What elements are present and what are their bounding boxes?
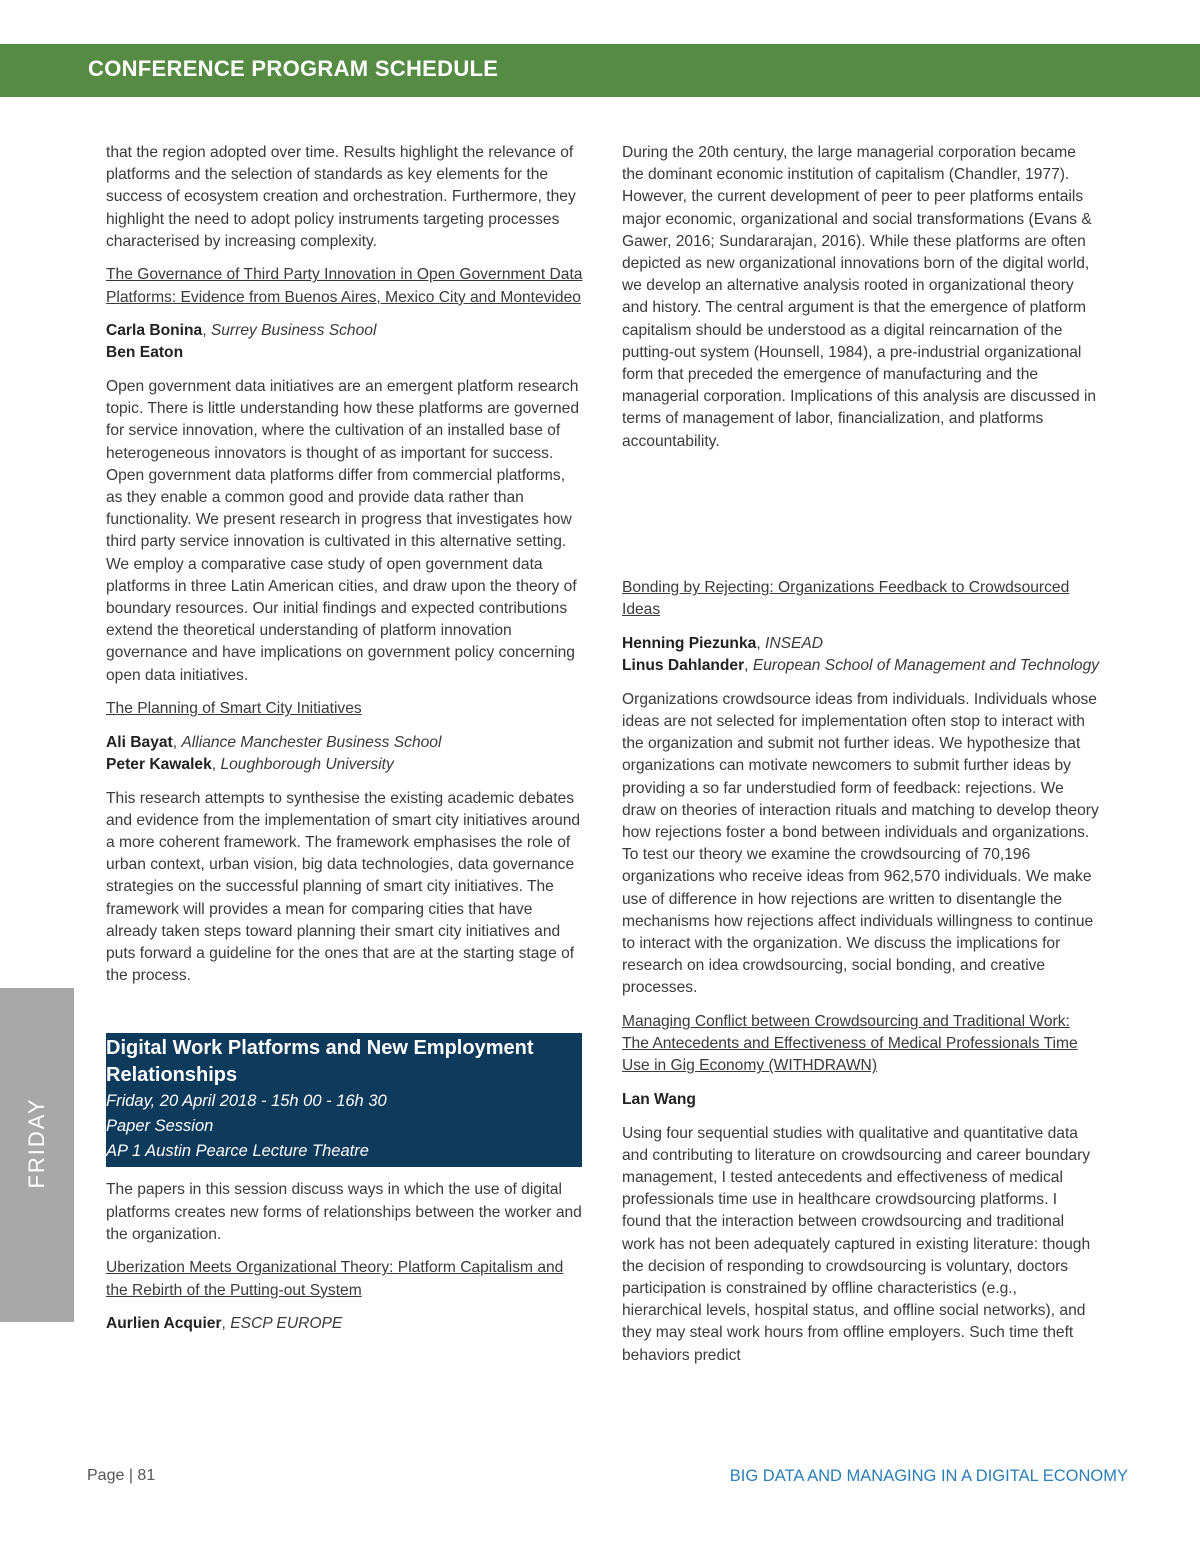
right-column	[622, 142, 1100, 1378]
author-entry: Ali Bayat, Alliance Manchester Business School	[106, 733, 442, 751]
page-number: Page | 81	[87, 1467, 156, 1484]
author-entry	[622, 1089, 1100, 1111]
author-affiliation: Alliance Manchester Business School	[181, 733, 442, 751]
paper-abstract: Open government data initiatives are an emergent platform research topic. There is little understanding how these platforms are governed for service innovation, where the cultivation of an installed base of heterogeneous innovators is thought of as important for success. Open government data platforms differ from commercial platforms, as they enable a common good and provide data rather than functionality. We present research in progress that investigates how third party service innovation is cultivated in this alternative setting. We employ a comparative case study of open government data platforms in three Latin American cities, and draw upon the theory of boundary resources. Our initial findings and expected contributions extend the theoretical understanding of platform innovation governance and have implications on government policy concerning open data initiatives.	[106, 378, 579, 684]
page-header	[0, 44, 1200, 97]
session-datetime: Friday, 20 April 2018 - 15h 00 - 16h 30	[106, 1092, 387, 1111]
continuation-text: During the 20th century, the large managerial corporation became the dominant economic institution of capitalism (Chandler, 1977). However, the current development of peer to peer platforms entails major economic, organizational and social transformations (Evans & Gawer, 2016; Sundararajan, 2016). While these platforms are often depicted as new organizational innovations born of the digital world, we develop an alternative analysis rooted in organizational theory and history. The central argument is that the emergence of platform capitalism should be understood as a digital reincarnation of the putting-out system (Hounsell, 1984), a pre-industrial organizational form that preceded the emergence of manufacturing and the managerial corporation. Implications of this analysis are discussed in terms of management of labor, financialization, and platforms accountability.	[622, 144, 1097, 450]
session-header-box	[106, 1033, 582, 1167]
author-list	[622, 1089, 1100, 1111]
author-entry: Peter Kawalek, Loughborough University	[106, 756, 394, 774]
author-name: Carla Bonina	[106, 322, 203, 340]
paper-abstract: Organizations crowdsource ideas from individuals. Individuals whose ideas are not selected for implementation often stop to interact with the organization and submit not further ideas. We hypothesize that organizations can motivate newcomers to submit further ideas by providing a so far understudied form of feedback: rejections. We draw on theories of interaction rituals and matching to develop theory how rejections foster a bond between individuals and organizations. To test our theory we examine the crowdsourcing of 70,196 organizations who receive ideas from 962,570 individuals. We make use of difference in how rejections are written to disentangle the mechanisms how rejections affect individuals willingness to continue to interact with the organization. We discuss the implications for research on idea crowdsourcing, social bonding, and creative processes.	[622, 690, 1099, 997]
paper-title-link[interactable]: The Governance of Third Party Innovation in Open Government Data Platforms: Evidence from Buenos Aires, Mexico City and Montevideo	[106, 266, 583, 306]
session-location: AP 1 Austin Pearce Lecture Theatre	[106, 1142, 369, 1161]
paper-title-link[interactable]: Bonding by Rejecting: Organizations Feedback to Crowdsourced Ideas	[622, 579, 1070, 619]
author-list	[106, 1313, 584, 1335]
author-list	[106, 732, 584, 776]
author-entry: Aurlien Acquier, ESCP EUROPE	[106, 1315, 343, 1333]
side-tab-label: FRIDAY	[24, 1097, 49, 1189]
session-title: Digital Work Platforms and New Employment Relationships	[106, 1037, 534, 1087]
author-name: Peter Kawalek	[106, 756, 212, 774]
continuation-text: that the region adopted over time. Results highlight the relevance of platforms and the selection of standards as key elements for the success of ecosystem creation and orchestration. Furthermore, they highlight the need to adopt policy instruments targeting processes characterised by increasing complexity.	[106, 144, 576, 250]
author-affiliation: European School of Management and Technology	[752, 657, 1100, 675]
author-name: Lan Wang	[622, 1091, 696, 1109]
author-name: Ben Eaton	[106, 344, 184, 362]
author-entry	[106, 342, 584, 364]
paper-abstract: This research attempts to synthesise the existing academic debates and evidence from the implementation of smart city initiatives around a more coherent framework. The framework emphasises the role of urban context, urban vision, big data technologies, data governance strategies on the successful planning of smart city initiatives. The framework will provides a mean for comparing cities that have already taken steps toward planning their smart city initiatives and puts forward a guideline for the ones that are at the starting stage of the process.	[106, 789, 581, 985]
author-affiliation: INSEAD	[764, 635, 824, 653]
author-name: Linus Dahlander	[622, 657, 745, 675]
day-side-tab	[0, 988, 74, 1322]
paper-abstract: Using four sequential studies with qualitative and quantitative data and contributing to literature on crowdsourcing and career boundary management, I tested antecedents and effectiveness of medical professionals time use in healthcare crowdsourcing platforms. I found that the interaction between crowdsourcing and traditional work has not been adequately captured in existing literature: though the decision of responding to crowdsourcing is voluntary, doctors participation is constrained by offline characteristics (e.g., hierarchical levels, hospital status, and offline social networks), and they may steal work hours from offline employers. Such time theft behaviors predict	[622, 1124, 1091, 1364]
author-list	[106, 320, 584, 364]
author-entry: Carla Bonina, Surrey Business School	[106, 322, 377, 340]
footer-brand: BIG DATA AND MANAGING IN A DIGITAL ECONOMY	[729, 1467, 1128, 1485]
author-affiliation: Loughborough University	[220, 756, 394, 774]
session-type: Paper Session	[106, 1117, 214, 1136]
paper-title-link[interactable]: Managing Conflict between Crowdsourcing and Traditional Work: The Antecedents and Effectiveness of Medical Professionals Time Use in Gig Economy (WITHDRAWN)	[622, 1013, 1078, 1075]
paper-title-link[interactable]: Uberization Meets Organizational Theory: Platform Capitalism and the Rebirth of the Putting-out System	[106, 1259, 564, 1299]
author-entry: Linus Dahlander, European School of Management and Technology	[622, 657, 1100, 675]
session-intro: The papers in this session discuss ways in which the use of digital platforms creates new forms of relationships between the worker and the organization.	[106, 1181, 582, 1243]
left-column	[106, 142, 584, 1347]
author-list	[622, 633, 1100, 677]
paper-title-link[interactable]: The Planning of Smart City Initiatives	[106, 700, 362, 718]
header-title: CONFERENCE PROGRAM SCHEDULE	[88, 56, 499, 81]
author-entry: Henning Piezunka, INSEAD	[622, 635, 824, 653]
column-gap	[622, 464, 1100, 577]
author-name: Aurlien Acquier	[106, 1315, 222, 1333]
author-name: Henning Piezunka	[622, 635, 757, 653]
author-name: Ali Bayat	[106, 733, 173, 751]
author-affiliation: ESCP EUROPE	[230, 1315, 343, 1333]
author-affiliation: Surrey Business School	[210, 322, 377, 340]
